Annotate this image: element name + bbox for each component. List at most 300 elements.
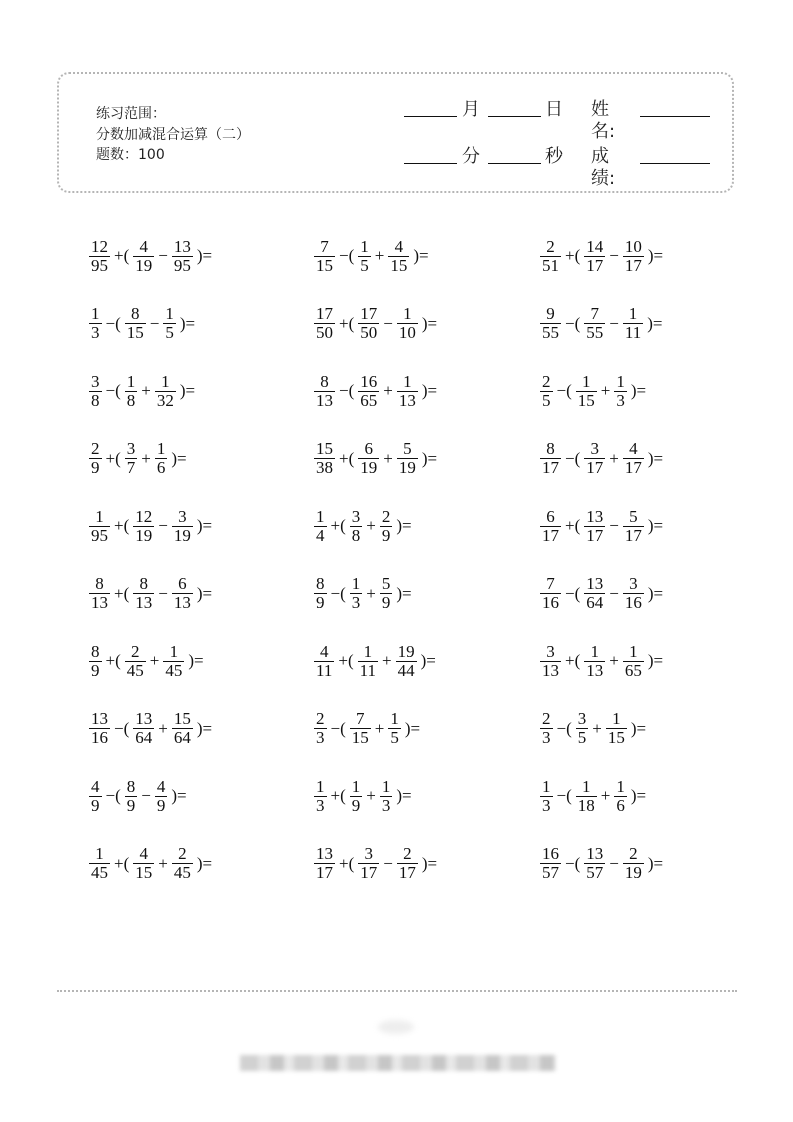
fraction [623,508,644,545]
fraction [614,778,627,815]
numerator: 16 [360,371,378,391]
numerator: 2 [403,844,412,863]
numerator: 1 [616,776,625,796]
numerator: 1 [95,506,104,526]
numerator: 4 [139,236,148,256]
numerator: 16 [542,844,559,863]
denominator: 9 [351,795,361,815]
fraction [89,238,110,275]
denominator: 51 [542,255,559,275]
numerator: 1 [381,776,391,796]
fraction [89,508,110,545]
denominator: 3 [381,795,391,815]
operator: −( [556,381,572,400]
problem-item [313,431,440,487]
denominator: 95 [91,255,108,275]
denominator: 11 [316,660,333,680]
denominator: 8 [351,525,361,545]
fraction [397,305,418,342]
denominator: 17 [624,255,642,275]
fraction [584,575,605,612]
fraction [314,373,335,410]
problem-item [539,431,666,487]
operator: −( [339,381,355,400]
operator: + [366,583,376,603]
numerator: 15 [173,709,191,728]
numerator: 5 [629,506,638,526]
numerator: 2 [542,709,551,728]
numerator: 3 [590,439,599,458]
denominator: 95 [91,525,108,545]
fraction [314,845,335,882]
numerator: 1 [628,304,638,323]
numerator: 15 [316,439,333,458]
numerator: 13 [173,236,191,256]
denominator: 15 [126,323,144,342]
numerator: 7 [590,304,599,323]
operator: )= [179,381,196,400]
fraction [380,575,393,612]
operator: )= [396,583,412,603]
fraction [314,643,334,680]
fraction [350,508,363,545]
denominator: 64 [173,728,191,747]
numerator: 4 [156,776,166,796]
operator: )= [421,381,438,400]
denominator: 13 [135,593,153,612]
operator: +( [114,246,130,265]
denominator: 15 [390,255,408,275]
fraction [89,778,102,815]
numerator: 13 [91,709,108,728]
numerator: 7 [356,709,365,728]
denominator: 17 [586,458,604,477]
operator: )= [630,786,647,805]
denominator: 50 [316,323,333,342]
numerator: 3 [364,844,373,863]
denominator: 17 [316,863,333,882]
fraction [623,238,644,275]
fraction [614,373,627,410]
denominator: 19 [173,525,191,545]
fraction [172,575,193,612]
fraction [89,845,110,882]
operator: +( [114,853,130,873]
topic-title: 分数加减混合运算（二） [96,127,250,143]
fraction [584,643,605,680]
fraction [576,778,597,815]
numerator: 2 [91,439,100,458]
operator: + [592,718,602,738]
numerator: 9 [546,304,555,323]
denominator: 15 [135,863,153,882]
denominator: 13 [316,390,333,410]
problem-count: 题数：100 [96,147,165,163]
operator: + [366,786,376,805]
numerator: 1 [363,641,373,661]
operator: + [600,381,611,400]
operator: − [609,246,619,265]
problem-item [88,836,215,892]
operator: + [374,246,385,265]
numerator: 7 [546,574,555,593]
minute-label: 分 [462,146,480,167]
fraction [584,440,605,477]
operator: )= [647,516,664,535]
operator: −( [114,718,130,738]
operator: −( [565,583,581,603]
numerator: 19 [397,641,415,661]
operator: + [366,516,376,535]
problem-item [539,836,666,892]
fraction [125,778,138,815]
denominator: 9 [381,525,391,545]
denominator: 5 [390,728,399,747]
numerator: 17 [360,304,378,323]
operator: + [609,651,619,670]
denominator: 19 [624,863,642,882]
numerator: 8 [126,776,136,796]
numerator: 2 [542,371,551,391]
denominator: 45 [165,660,183,680]
blurred-watermark-text [240,1055,556,1071]
numerator: 1 [360,236,369,256]
numerator: 1 [169,641,179,661]
fraction [540,373,553,410]
denominator: 65 [360,390,378,410]
problem-item [313,363,440,419]
problem-item [539,633,666,689]
operator: +( [105,448,121,468]
numerator: 1 [95,844,104,863]
operator: )= [647,583,664,603]
numerator: 1 [582,776,591,796]
operator: − [383,313,393,333]
fraction [397,845,418,882]
denominator: 5 [542,390,551,410]
operator: )= [630,381,647,400]
numerator: 13 [586,574,604,593]
operator: +( [565,516,581,535]
operator: + [141,448,151,468]
denominator: 16 [91,728,108,747]
operator: + [609,448,619,468]
denominator: 6 [156,458,166,477]
problem-item [539,701,649,757]
denominator: 3 [316,795,325,815]
problem-item [539,566,666,622]
operator: +( [565,246,581,265]
fraction [623,845,644,882]
denominator: 8 [91,390,100,410]
numerator: 13 [586,844,604,863]
fraction [540,643,561,680]
operator: + [600,786,611,805]
denominator: 7 [126,458,136,477]
score-label: 成绩: [591,146,616,189]
denominator: 8 [126,390,136,410]
fraction [89,710,110,747]
denominator: 57 [586,863,604,882]
problem-item [88,768,190,824]
denominator: 17 [586,255,604,275]
denominator: 65 [624,660,642,680]
denominator: 38 [316,458,333,477]
numerator: 17 [316,304,333,323]
operator: − [609,583,619,603]
denominator: 5 [577,728,587,747]
blurred-watermark-logo [378,1020,414,1034]
denominator: 6 [616,795,625,815]
fraction [133,845,154,882]
fraction [350,710,371,747]
operator: )= [647,246,664,265]
denominator: 19 [135,525,153,545]
fraction [540,508,561,545]
problem-item [88,498,215,554]
denominator: 18 [577,795,595,815]
operator: −( [556,718,572,738]
problem-item [88,228,215,284]
operator: )= [404,718,421,738]
fraction [358,440,379,477]
fraction [623,643,644,680]
denominator: 9 [91,795,100,815]
numerator: 3 [126,439,136,458]
numerator: 8 [139,574,148,593]
operator: )= [179,313,196,333]
fraction [155,373,176,410]
numerator: 2 [316,709,325,728]
operator: )= [196,853,213,873]
numerator: 1 [612,709,621,728]
fraction [125,440,138,477]
denominator: 3 [316,728,325,747]
numerator: 4 [139,844,148,863]
denominator: 17 [542,525,559,545]
operator: + [158,853,168,873]
denominator: 16 [542,593,559,612]
denominator: 15 [316,255,333,275]
denominator: 3 [616,390,625,410]
numerator: 1 [582,371,591,391]
operator: )= [420,651,436,670]
problem-item [88,701,215,757]
denominator: 10 [398,323,416,342]
numerator: 3 [91,371,100,391]
fraction [584,845,605,882]
denominator: 16 [624,593,642,612]
denominator: 64 [135,728,153,747]
numerator: 8 [316,574,325,593]
denominator: 17 [542,458,559,477]
denominator: 9 [126,795,136,815]
operator: +( [565,651,581,670]
numerator: 14 [586,236,604,256]
operator: )= [413,246,429,265]
numerator: 1 [616,371,625,391]
denominator: 11 [624,323,642,342]
problem-item [313,566,415,622]
operator: )= [647,651,664,670]
denominator: 9 [91,458,100,477]
denominator: 45 [173,863,191,882]
problem-item [313,633,439,689]
fraction [133,710,154,747]
day-label: 日 [545,99,563,120]
operator: − [609,853,619,873]
numerator: 1 [542,776,551,796]
numerator: 1 [161,371,170,391]
numerator: 5 [381,574,391,593]
fraction [540,238,561,275]
fraction [133,238,154,275]
fraction [133,575,154,612]
operator: )= [171,448,187,468]
fraction [540,778,553,815]
operator: −( [105,381,121,400]
operator: +( [339,448,355,468]
operator: )= [421,448,438,468]
numerator: 1 [91,304,100,323]
fraction [172,710,193,747]
fraction [172,508,193,545]
denominator: 9 [156,795,166,815]
denominator: 3 [351,593,361,612]
numerator: 8 [95,574,104,593]
denominator: 15 [351,728,369,747]
operator: −( [105,313,121,333]
denominator: 15 [607,728,625,747]
fraction [358,238,371,275]
denominator: 5 [165,323,174,342]
numerator: 1 [316,776,325,796]
operator: )= [421,853,438,873]
numerator: 6 [546,506,555,526]
operator: −( [565,448,581,468]
fraction [606,710,627,747]
fraction [125,643,146,680]
fraction [172,238,193,275]
denominator: 17 [398,863,416,882]
numerator: 7 [320,236,329,256]
operator: −( [556,786,572,805]
operator: )= [196,583,213,603]
fraction [314,305,335,342]
denominator: 19 [135,255,153,275]
operator: − [141,786,151,805]
denominator: 15 [577,390,595,410]
numerator: 12 [135,506,153,526]
fraction [380,778,393,815]
numerator: 6 [178,574,187,593]
operator: +( [114,583,130,603]
numerator: 13 [586,506,604,526]
operator: +( [330,516,346,535]
numerator: 2 [178,844,187,863]
fraction [163,305,176,342]
problem-item [313,498,415,554]
denominator: 95 [173,255,191,275]
numerator: 1 [390,709,399,728]
denominator: 50 [360,323,378,342]
denominator: 17 [360,863,378,882]
operator: −( [330,718,346,738]
operator: + [141,381,151,400]
problem-item [88,633,207,689]
fraction [314,778,327,815]
numerator: 5 [403,439,412,458]
fraction [314,710,327,747]
denominator: 11 [359,660,376,680]
operator: )= [196,516,213,535]
denominator: 13 [542,660,559,680]
numerator: 8 [320,371,329,391]
fraction [576,373,597,410]
operator: + [383,448,393,468]
numerator: 1 [351,776,361,796]
operator: + [383,381,393,400]
numerator: 1 [156,439,166,458]
denominator: 55 [542,323,559,342]
fraction [89,643,102,680]
fraction [397,373,418,410]
numerator: 1 [165,304,174,323]
fraction [314,440,335,477]
operator: )= [647,448,664,468]
fraction [125,305,146,342]
fraction [155,778,168,815]
fraction [350,778,363,815]
numerator: 1 [629,641,638,661]
denominator: 3 [542,795,551,815]
operator: + [149,651,160,670]
operator: )= [647,313,663,333]
operator: −( [565,313,581,333]
numerator: 4 [91,776,100,796]
problem-item [313,836,440,892]
problem-item [88,431,190,487]
denominator: 32 [156,390,174,410]
range-label: 练习范围： [96,106,166,122]
operator: − [149,313,160,333]
numerator: 3 [178,506,187,526]
operator: )= [421,313,438,333]
operator: )= [396,516,412,535]
fraction [388,710,401,747]
operator: )= [196,718,213,738]
fraction [89,440,102,477]
denominator: 3 [542,728,551,747]
fraction [584,238,605,275]
fraction [314,508,327,545]
fraction [623,305,643,342]
operator: + [158,718,168,738]
fraction [380,508,393,545]
problem-item [539,498,666,554]
denominator: 57 [542,863,559,882]
fraction [540,575,561,612]
fraction [314,238,335,275]
problem-item [313,701,423,757]
fraction [314,575,327,612]
operator: )= [630,718,647,738]
operator: + [374,718,385,738]
numerator: 3 [629,574,638,593]
denominator: 3 [91,323,100,342]
numerator: 2 [381,506,391,526]
denominator: 17 [624,525,642,545]
